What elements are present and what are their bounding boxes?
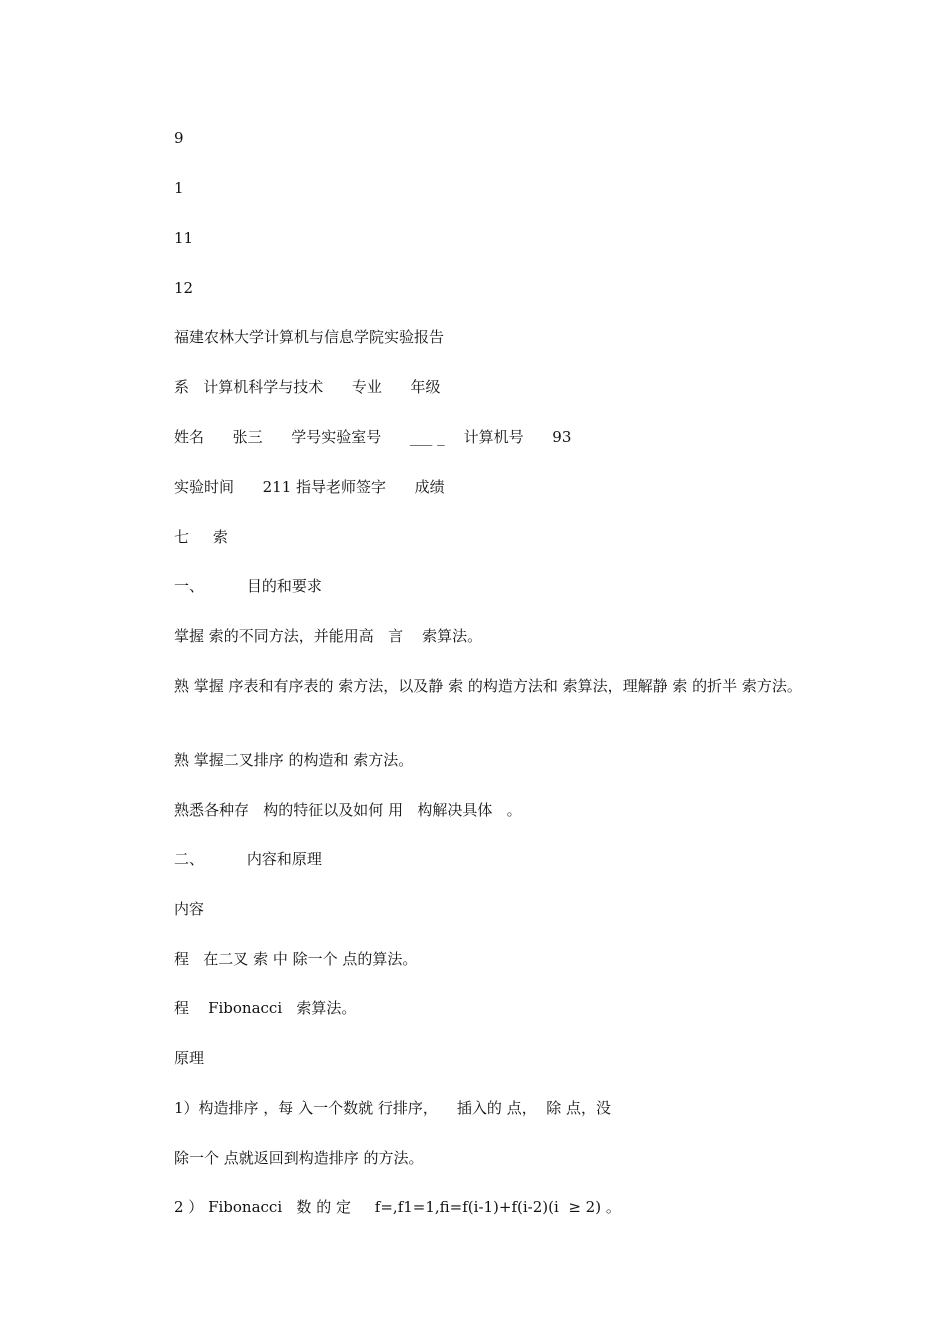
section-heading-1: 一、 目的和要求 <box>174 577 322 595</box>
section-heading-2: 二、 内容和原理 <box>174 850 322 868</box>
objective-item-2: 熟 掌握 序表和有序表的 索方法，以及静 索 的构造方法和 索算法，理解静 索 的折半 索方法。 <box>174 677 802 695</box>
content-item-1: 程 在二叉 索 中 除一个 点的算法。 <box>174 950 418 968</box>
page-number-9: 9 <box>174 129 184 147</box>
report-title: 福建农林大学计算机与信息学院实验报告 <box>174 328 445 346</box>
page-number-12: 12 <box>174 279 194 297</box>
page-number-1: 1 <box>174 179 184 197</box>
principle-label: 原理 <box>174 1049 205 1067</box>
objective-item-1: 掌握 索的不同方法，并能用高 言 索算法。 <box>174 627 483 645</box>
objective-item-4: 熟悉各种存 构的特征以及如何 用 构解决具体 。 <box>174 801 522 819</box>
principle-item-1: 1）构造排序 ，每 入一个数就 行排序， 插入的 点， 除 点，没 <box>174 1099 611 1117</box>
content-item-2: 程 Fibonacci 索算法。 <box>174 999 357 1017</box>
experiment-title: 七 索 <box>174 528 228 546</box>
page-number-11: 11 <box>174 229 194 247</box>
principle-item-2: 2 ） Fibonacci 数 的 定 f=,f1=1,fi=f(i-1)+f(i-2)(i ≥ 2) 。 <box>174 1198 621 1216</box>
student-info-line: 姓名 张三 学号实验室号 ___ _ 计算机号 93 <box>174 428 572 446</box>
experiment-time-line: 实验时间 211 指导老师签字 成绩 <box>174 478 445 496</box>
principle-item-1-continued: 除一个 点就返回到构造排序 的方法。 <box>174 1149 424 1167</box>
department-line: 系 计算机科学与技术 专业 年级 <box>174 378 441 396</box>
objective-item-3: 熟 掌握二叉排序 的构造和 索方法。 <box>174 751 414 769</box>
content-label: 内容 <box>174 900 205 918</box>
